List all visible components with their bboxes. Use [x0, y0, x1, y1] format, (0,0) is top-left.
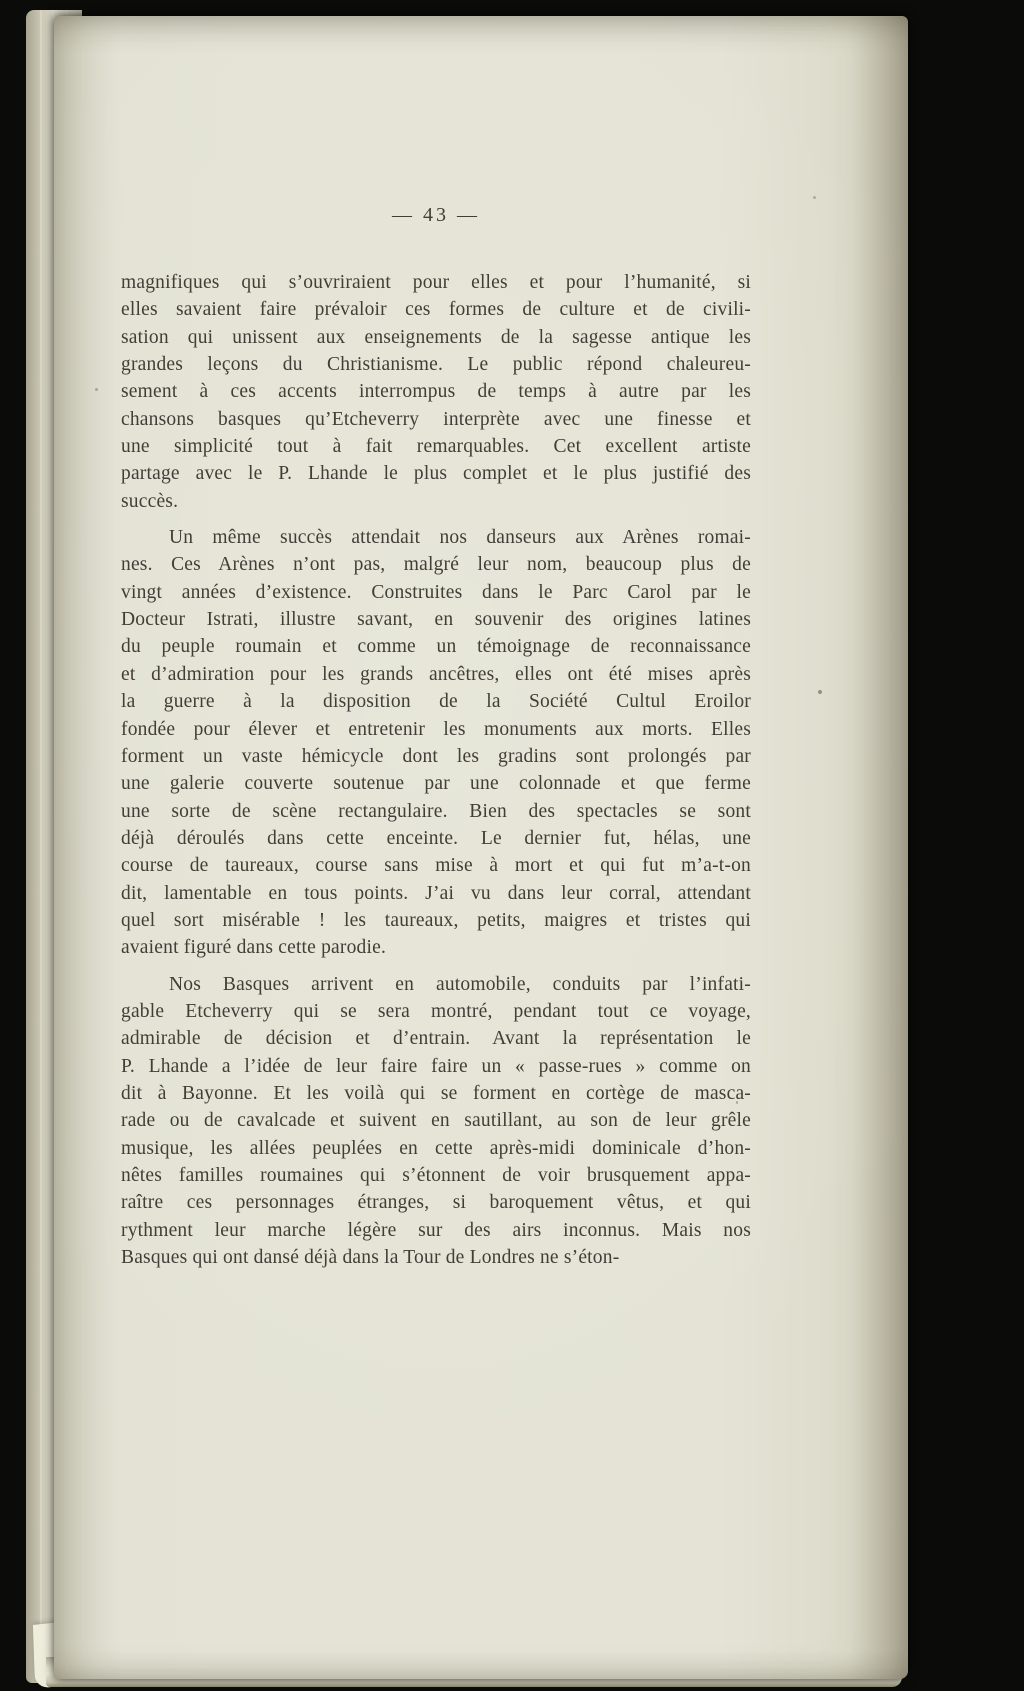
scan-speck [813, 196, 816, 199]
text-line: dit à Bayonne. Et les voilà qui se forment en cortège de masca- [121, 1082, 751, 1104]
text-line: elles savaient faire prévaloir ces formes de culture et de civili- [121, 299, 751, 321]
text-line: forment un vaste hémicycle dont les gradins sont prolongés par [121, 745, 751, 767]
text-line: Un même succès attendait nos danseurs aux Arènes romai- [169, 527, 751, 549]
paragraph [121, 524, 751, 962]
text-line: nes. Ces Arènes n’ont pas, malgré leur nom, beaucoup plus de [121, 554, 751, 576]
text-line: une galerie couverte soutenue par une colonnade et que ferme [121, 773, 751, 795]
text-line: P. Lhande a l’idée de leur faire faire un « passe-rues » comme on [121, 1055, 751, 1077]
text-line: gable Etcheverry qui se sera montré, pendant tout ce voyage, [121, 1000, 751, 1022]
text-line: sation qui unissent aux enseignements de la sagesse antique les [121, 326, 751, 348]
text-line: musique, les allées peuplées en cette après-midi dominicale d’hon- [121, 1137, 751, 1159]
paragraph [121, 971, 751, 1272]
page-number: — 43 — [392, 204, 480, 226]
text-line: course de taureaux, course sans mise à mort et qui fut m’a-t-on [121, 855, 751, 877]
text-line: grandes leçons du Christianisme. Le public répond chaleureu- [121, 354, 751, 376]
text-line: une simplicité tout à fait remarquables. Cet excellent artiste [121, 436, 751, 458]
text-line: succès. [121, 490, 179, 512]
text-line: chansons basques qu’Etcheverry interprète avec une finesse et [121, 408, 751, 430]
text-line: partage avec le P. Lhande le plus complet et le plus justifié des [121, 463, 751, 485]
text-line: nêtes familles roumaines qui s’étonnent de voir brusquement appa- [121, 1165, 751, 1186]
text-line: rade ou de cavalcade et suivent en sautillant, au son de leur grêle [121, 1110, 751, 1132]
text-line: la guerre à la disposition de la Société Cultul Eroilor [121, 691, 751, 713]
text-line: déjà déroulés dans cette enceinte. Le dernier fut, hélas, une [121, 827, 751, 849]
text-line: avaient figuré dans cette parodie. [121, 937, 387, 959]
text-line: et d’admiration pour les grands ancêtres, elles ont été mises après [121, 663, 751, 685]
scan-speck [736, 1101, 738, 1104]
text-line: raître ces personnages étranges, si baroquement vêtus, et qui [121, 1192, 751, 1214]
text-line: Nos Basques arrivent en automobile, conduits par l’infati- [169, 973, 751, 995]
text-line: du peuple roumain et comme un témoignage de reconnaissance [121, 636, 751, 658]
text-line: une sorte de scène rectangulaire. Bien des spectacles se sont [121, 800, 751, 822]
paragraph [121, 269, 751, 515]
text-line: fondée pour élever et entretenir les monuments aux morts. Elles [121, 718, 751, 740]
book-page [54, 16, 908, 1679]
text-line: quel sort misérable ! les taureaux, petits, maigres et tristes qui [121, 909, 751, 931]
text-line: dit, lamentable en tous points. J’ai vu dans leur corral, attendant [121, 882, 751, 904]
page-content [121, 204, 751, 1271]
text-line: rythment leur marche légère sur des airs inconnus. Mais nos [121, 1219, 751, 1241]
text-line: Docteur Istrati, illustre savant, en souvenir des origines latines [121, 609, 751, 631]
text-line: magnifiques qui s’ouvriraient pour elles et pour l’humanité, si [121, 272, 751, 293]
text-line: vingt années d’existence. Construites dans le Parc Carol par le [121, 581, 751, 603]
text-line: admirable de décision et d’entrain. Avant la représentation le [121, 1028, 751, 1050]
text-line: sement à ces accents interrompus de temps à autre par les [121, 381, 751, 403]
scan-speck [95, 388, 98, 391]
text-line: Basques qui ont dansé déjà dans la Tour de Londres ne s’éton- [121, 1247, 620, 1269]
page-text [121, 269, 751, 1271]
page-edge-rib [40, 10, 42, 1683]
scan-speck [818, 690, 822, 694]
